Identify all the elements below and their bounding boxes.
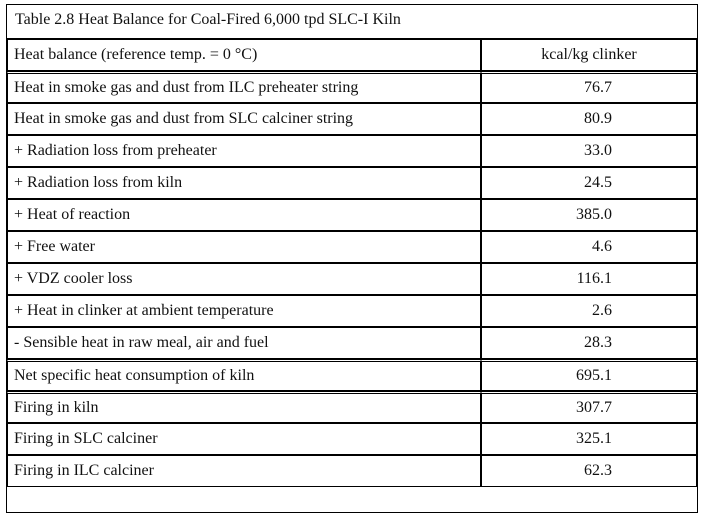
firing-value: 325.1: [481, 423, 697, 455]
header-heat-balance: Heat balance (reference temp. = 0 °C): [7, 39, 481, 71]
row-label: Heat in smoke gas and dust from SLC calciner string: [7, 103, 481, 135]
table-row: [7, 455, 697, 487]
row-value: 116.1: [481, 263, 697, 295]
row-label: + Radiation loss from preheater: [7, 135, 481, 167]
table-row: [7, 231, 697, 263]
header-row: [7, 39, 697, 71]
net-label: Net specific heat consumption of kiln: [7, 359, 481, 391]
heat-balance-table: [7, 39, 697, 487]
row-label: + VDZ cooler loss: [7, 263, 481, 295]
table-row: [7, 199, 697, 231]
firing-value: 62.3: [481, 455, 697, 487]
table-row: [7, 135, 697, 167]
firing-value: 307.7: [481, 391, 697, 423]
table-row: [7, 71, 697, 103]
heat-balance-table-frame: [6, 4, 698, 513]
row-value: 76.7: [481, 71, 697, 103]
firing-label: Firing in ILC calciner: [7, 455, 481, 487]
row-label: + Heat of reaction: [7, 199, 481, 231]
firing-label: Firing in SLC calciner: [7, 423, 481, 455]
table-row: [7, 391, 697, 423]
firing-label: Firing in kiln: [7, 391, 481, 423]
header-units: kcal/kg clinker: [481, 39, 697, 71]
row-value: 2.6: [481, 295, 697, 327]
table-row: [7, 103, 697, 135]
row-value: 24.5: [481, 167, 697, 199]
table-row: [7, 295, 697, 327]
row-value: 4.6: [481, 231, 697, 263]
row-value: 33.0: [481, 135, 697, 167]
net-value: 695.1: [481, 359, 697, 391]
table-caption: Table 2.8 Heat Balance for Coal-Fired 6,000 tpd SLC-I Kiln: [7, 5, 697, 39]
row-value: 385.0: [481, 199, 697, 231]
row-label: + Free water: [7, 231, 481, 263]
table-row: [7, 423, 697, 455]
table-row: [7, 263, 697, 295]
row-value: 80.9: [481, 103, 697, 135]
net-row: [7, 359, 697, 391]
table-row: [7, 327, 697, 359]
row-label: + Radiation loss from kiln: [7, 167, 481, 199]
row-value: 28.3: [481, 327, 697, 359]
row-label: - Sensible heat in raw meal, air and fuel: [7, 327, 481, 359]
table-row: [7, 167, 697, 199]
row-label: + Heat in clinker at ambient temperature: [7, 295, 481, 327]
row-label: Heat in smoke gas and dust from ILC preheater string: [7, 71, 481, 103]
